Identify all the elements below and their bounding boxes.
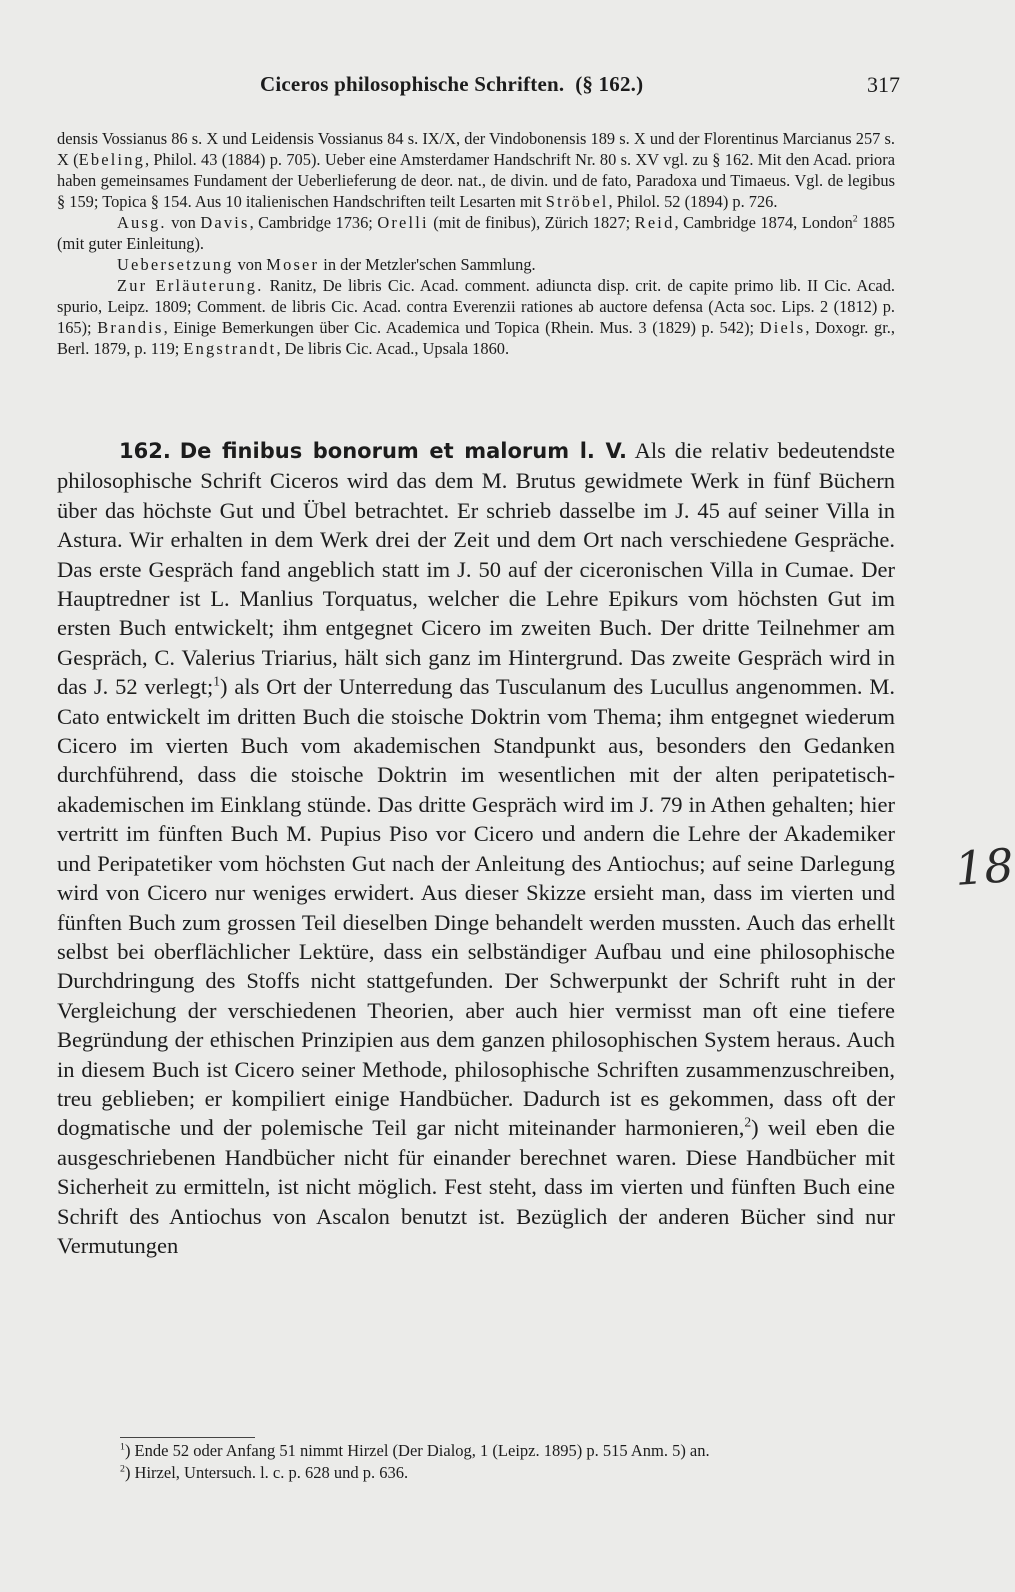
- running-title: Ciceros philosophische Schriften. (§ 162.): [260, 72, 644, 96]
- page-header: [55, 72, 900, 102]
- footnote-divider: [120, 1437, 255, 1438]
- bibliography-notes: [57, 128, 895, 359]
- page-number: 317: [867, 72, 900, 97]
- footnote-1: $^1$) Ende 52 oder Anfang 51 nimmt Hirzel (Der Dialog, 1 (Leipz. 1895) p. 515 Anm. 5) an.: [120, 1441, 710, 1460]
- footnote-ref-1: 1: [213, 673, 221, 689]
- manuscripts-paragraph: densis Vossianus 86 s. X und Leidensis Vossianus 84 s. IX/X, der Vindobonensis 189 s. X und der Florentinus Marcianus 257 s. X (Ebeling, Philol. 43 (1884) p. 705). Ueber eine Amsterdamer Handschrift Nr. 80 s. XV vgl. zu § 162. Mit den Acad. priora haben gemeinsames Fundament der Ueberlieferung de deor. nat., de divin. und de fato, Paradoxa und Timaeus. Vgl. de legibus § 159; Topica § 154. Aus 10 italienischen Handschriften teilt Lesarten mit Ströbel, Philol. 52 (1894) p. 726.: [57, 129, 895, 211]
- footnote-ref-2: 2: [744, 1114, 752, 1130]
- translation-paragraph: Uebersetzung von Moser in der Metzler'schen Sammlung.: [117, 255, 536, 274]
- footnotes: [120, 1440, 900, 1484]
- handwritten-margin-note: 18: [953, 838, 1015, 896]
- commentary-paragraph: Zur Erläuterung. Ranitz, De libris Cic. Acad. comment. adiuncta disp. crit. de capite primo lib. II Cic. Acad. spurio, Leipz. 1809; Comment. de libris Cic. Acad. contra Everenzii rationes ab auctore defensa (Acta soc. Lips. 2 (1812) p. 165); Brandis, Einige Bemerkungen über Cic. Academica und Topica (Rhein. Mus. 3 (1829) p. 542); Diels, Doxogr. gr., Berl. 1879, p. 119; Engstrandt, De libris Cic. Acad., Upsala 1860.: [57, 276, 895, 358]
- section-title: De finibus bonorum et malorum l. V.: [179, 439, 627, 463]
- section-162-paragraph: 162. De finibus bonorum et malorum l. V. Als die relativ bedeutendste philosophische Schrift Ciceros wird das dem M. Brutus gewidmete Werk in fünf Büchern über das höchste Gut und Übel betrachtet. Er schrieb dasselbe im J. 45 auf seiner Villa in Astura. Wir erhalten in dem Werk drei der Zeit und dem Ort nach verschiedene Gespräche. Das erste Gespräch fand angeblich statt im J. 50 auf der ciceronischen Villa in Cumae. Der Hauptredner ist L. Manlius Torquatus, welcher die Lehre Epikurs vom höchsten Gut im ersten Buch entwickelt; ihm entgegnet Cicero im zweiten Buch. Der dritte Teilnehmer am Gespräch, C. Valerius Triarius, hält sich ganz im Hintergrund. Das zweite Gespräch wird in das J. 52 verlegt;$^1$) als Ort der Unterredung das Tusculanum des Lucullus angenommen. M. Cato entwickelt im dritten Buch die stoische Doktrin vom Thema; ihm entgegnet wiederum Cicero im vierten Buch vom akademischen Standpunkt aus, besonders den Gedanken durchführend, dass die stoische Doktrin im wesentlichen mit der alten peripatetisch-akademischen im Einklang stünde. Das dritte Gespräch wird im J. 79 in Athen gehalten; hier vertritt im fünften Buch M. Pupius Piso vor Cicero und andern die Lehre der Akademiker und Peripatetiker vom höchsten Gut nach der Anleitung des Antiochus; auf seine Darlegung wird von Cicero nur weniges erwidert. Aus dieser Skizze ersieht man, dass im vierten und fünften Buch zum grossen Teil dieselben Dinge behandelt werden mussten. Auch das erhellt selbst bei oberflächlicher Lektüre, dass ein selbständiger Aufbau und eine philosophische Durchdringung des Stoffs nicht stattgefunden. Der Schwerpunkt der Schrift ruht in der Vergleichung der verschiedenen Theorien, aber auch hier vermisst man oft eine tiefere Begründung der ethischen Prinzipien aus dem ganzen philosophischen System heraus. Auch in diesem Buch ist Cicero seiner Methode, philosophische Schriften zusammenzuschreiben, treu geblieben; er kompiliert einige Handbücher. Dadurch ist es gekommen, dass oft der dogmatische und der polemische Teil gar nicht miteinander harmonieren,$^2$) weil eben die ausgeschriebenen Handbücher nicht für einander berechnet waren. Diese Handbücher mit Sicherheit zu ermitteln, ist nicht möglich. Fest steht, dass im vierten und fünften Buch eine Schrift des Antiochus von Ascalon benutzt ist. Bezüglich der anderen Bücher sind nur Vermutungen: [57, 438, 896, 1258]
- main-text: [57, 436, 895, 1260]
- section-reference: (§ 162.): [575, 72, 644, 96]
- editions-paragraph: Ausg. von Davis, Cambridge 1736; Orelli (mit de finibus), Zürich 1827; Reid, Cambridge 1874, London$^2$ 1885 (mit guter Einleitung).: [57, 213, 895, 253]
- section-number: 162.: [119, 439, 171, 463]
- footnote-2: $^2$) Hirzel, Untersuch. l. c. p. 628 und p. 636.: [120, 1463, 409, 1482]
